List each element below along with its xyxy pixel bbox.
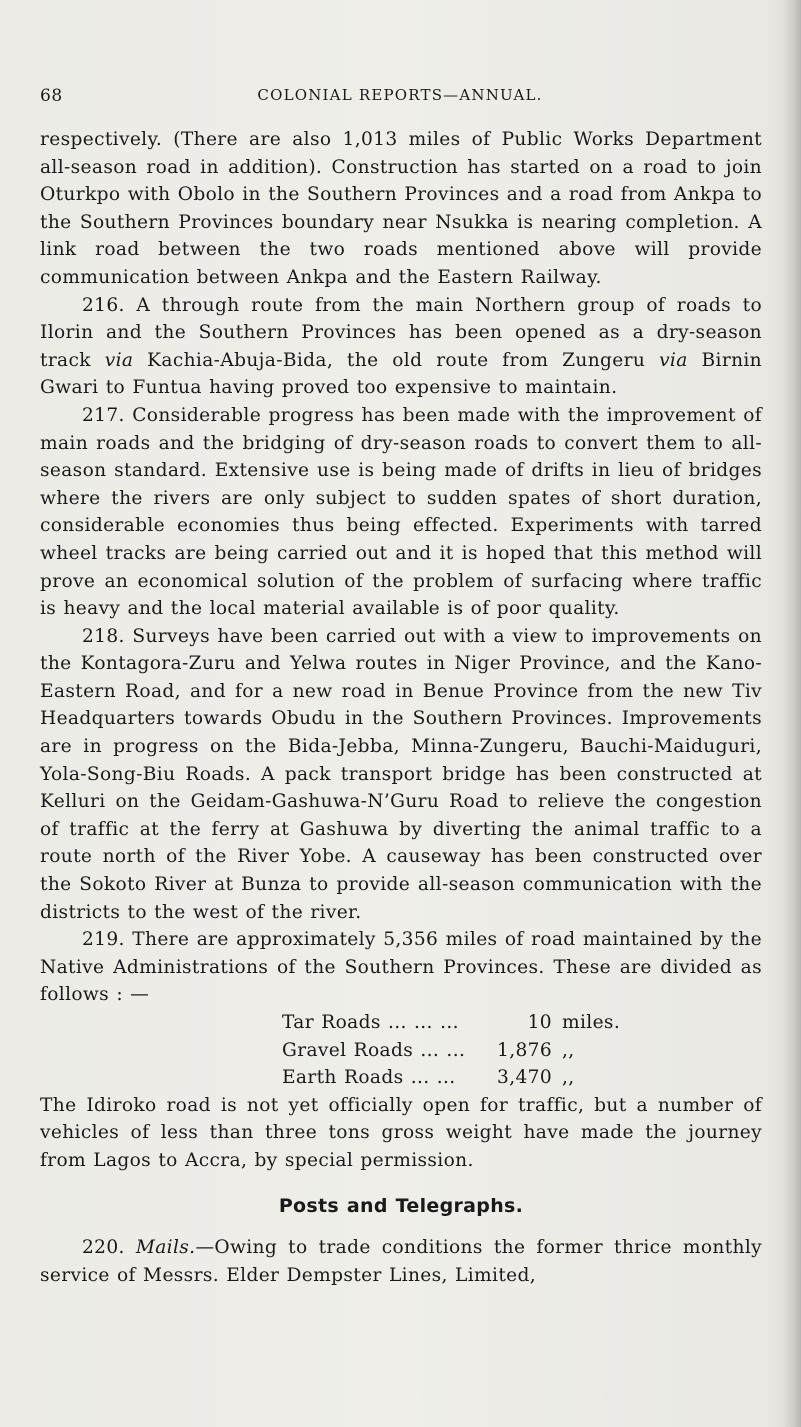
paragraph-number: 218. bbox=[82, 625, 125, 647]
road-unit: ,, bbox=[562, 1039, 575, 1061]
paragraph-number: 217. bbox=[82, 404, 125, 426]
paragraph-text: Kachia-Abuja-Bida, the old route from Zungeru bbox=[147, 349, 646, 371]
italic-label: Mails. bbox=[135, 1237, 196, 1259]
paragraph-text: —Owing to trade conditions the former thrice monthly service of Messrs. Elder Dempster Lines, Limited, bbox=[40, 1237, 762, 1286]
italic-via: via bbox=[104, 349, 134, 371]
paragraph-number: 220. bbox=[82, 1237, 125, 1259]
paragraph-number: 216. bbox=[82, 294, 125, 316]
road-miles: 1,876 bbox=[497, 1039, 552, 1061]
italic-via: via bbox=[659, 349, 688, 371]
paragraph-idiroko: The Idiroko road is not yet officially open for traffic, but a number of vehicles of less than three tons gross weight have made the journey from Lagos to Accra, by special permission. bbox=[40, 1094, 762, 1171]
road-type: Tar Roads ... ... ... bbox=[282, 1012, 459, 1033]
road-unit: ,, bbox=[562, 1067, 575, 1089]
paragraph-intro: respectively. (There are also 1,013 miles of Public Works Department all-season road in addition). Construction has started on a road to join Oturkpo with Obolo in the Southern Provinces and a road from Ankpa to the Southern Provinces boundary near Nsukka is nearing completion. A link road between the two roads mentioned above will provide communication between Ankpa and the Eastern Railway. bbox=[40, 129, 762, 288]
body-text bbox=[40, 126, 762, 1289]
paragraph-text: A through route from the main Northern group of roads to Ilorin and the Southern Provinces has been opened as a dry-season track bbox=[40, 294, 762, 371]
road-miles: 10 bbox=[527, 1012, 552, 1033]
road-type: Gravel Roads ... ... bbox=[282, 1039, 466, 1061]
paragraph-text: There are approximately 5,356 miles of road maintained by the Native Administrations of the Southern Provinces. These are divided as follows : — bbox=[40, 929, 762, 1006]
running-title: COLONIAL REPORTS—ANNUAL. bbox=[257, 86, 543, 104]
road-miles: 3,470 bbox=[497, 1067, 552, 1089]
table-row bbox=[282, 1009, 620, 1037]
road-type: Earth Roads ... ... bbox=[282, 1067, 456, 1089]
paragraph-217 bbox=[40, 402, 762, 623]
road-mileage-table bbox=[282, 1009, 620, 1092]
paragraph-216 bbox=[40, 292, 762, 402]
page-edge-shadow bbox=[783, 0, 801, 1427]
road-unit: miles. bbox=[562, 1012, 621, 1033]
table-row bbox=[282, 1037, 620, 1065]
table-row bbox=[282, 1064, 620, 1092]
paragraph-220 bbox=[40, 1234, 762, 1289]
paragraph-text: Considerable progress has been made with the improvement of main roads and the bridging of dry-season roads to convert them to all-season standard. Extensive use is being made of drifts in lieu of bridges where the rivers are only subject to sudden spates of short duration, considerable economies thus being effected. Experiments with tarred wheel tracks are being carried out and it is hoped that this method will prove an economical solution of the problem of surfacing where traffic is heavy and the local material available is of poor quality. bbox=[40, 404, 762, 620]
paragraph-text: Surveys have been carried out with a view to improvements on the Kontagora-Zuru and Yelwa routes in Niger Province, and the Kano-Eastern Road, and for a new road in Benue Province from the new Tiv Headquarters towards Obudu in the Southern Provinces. Improvements are in progress on the Bida-Jebba, Minna-Zungeru, Bauchi-Maiduguri, Yola-Song-Biu Roads. A pack transport bridge has been constructed at Kelluri on the Geidam-Gashuwa-N’Guru Road to relieve the congestion of traffic at the ferry at Gashuwa by diverting the animal traffic to a route north of the River Yobe. A causeway has been constructed over the Sokoto River at Bunza to provide all-season communication with the districts to the west of the river. bbox=[40, 625, 762, 923]
paragraph-218 bbox=[40, 623, 762, 927]
paragraph-text: Birnin Gwari to Funtua having proved too expensive to maintain. bbox=[40, 349, 763, 399]
page-number: 68 bbox=[40, 86, 63, 106]
paragraph-219 bbox=[40, 926, 762, 1009]
page-header bbox=[40, 86, 760, 110]
section-heading: Posts and Telegraphs. bbox=[278, 1194, 524, 1217]
paragraph-number: 219. bbox=[82, 929, 125, 951]
